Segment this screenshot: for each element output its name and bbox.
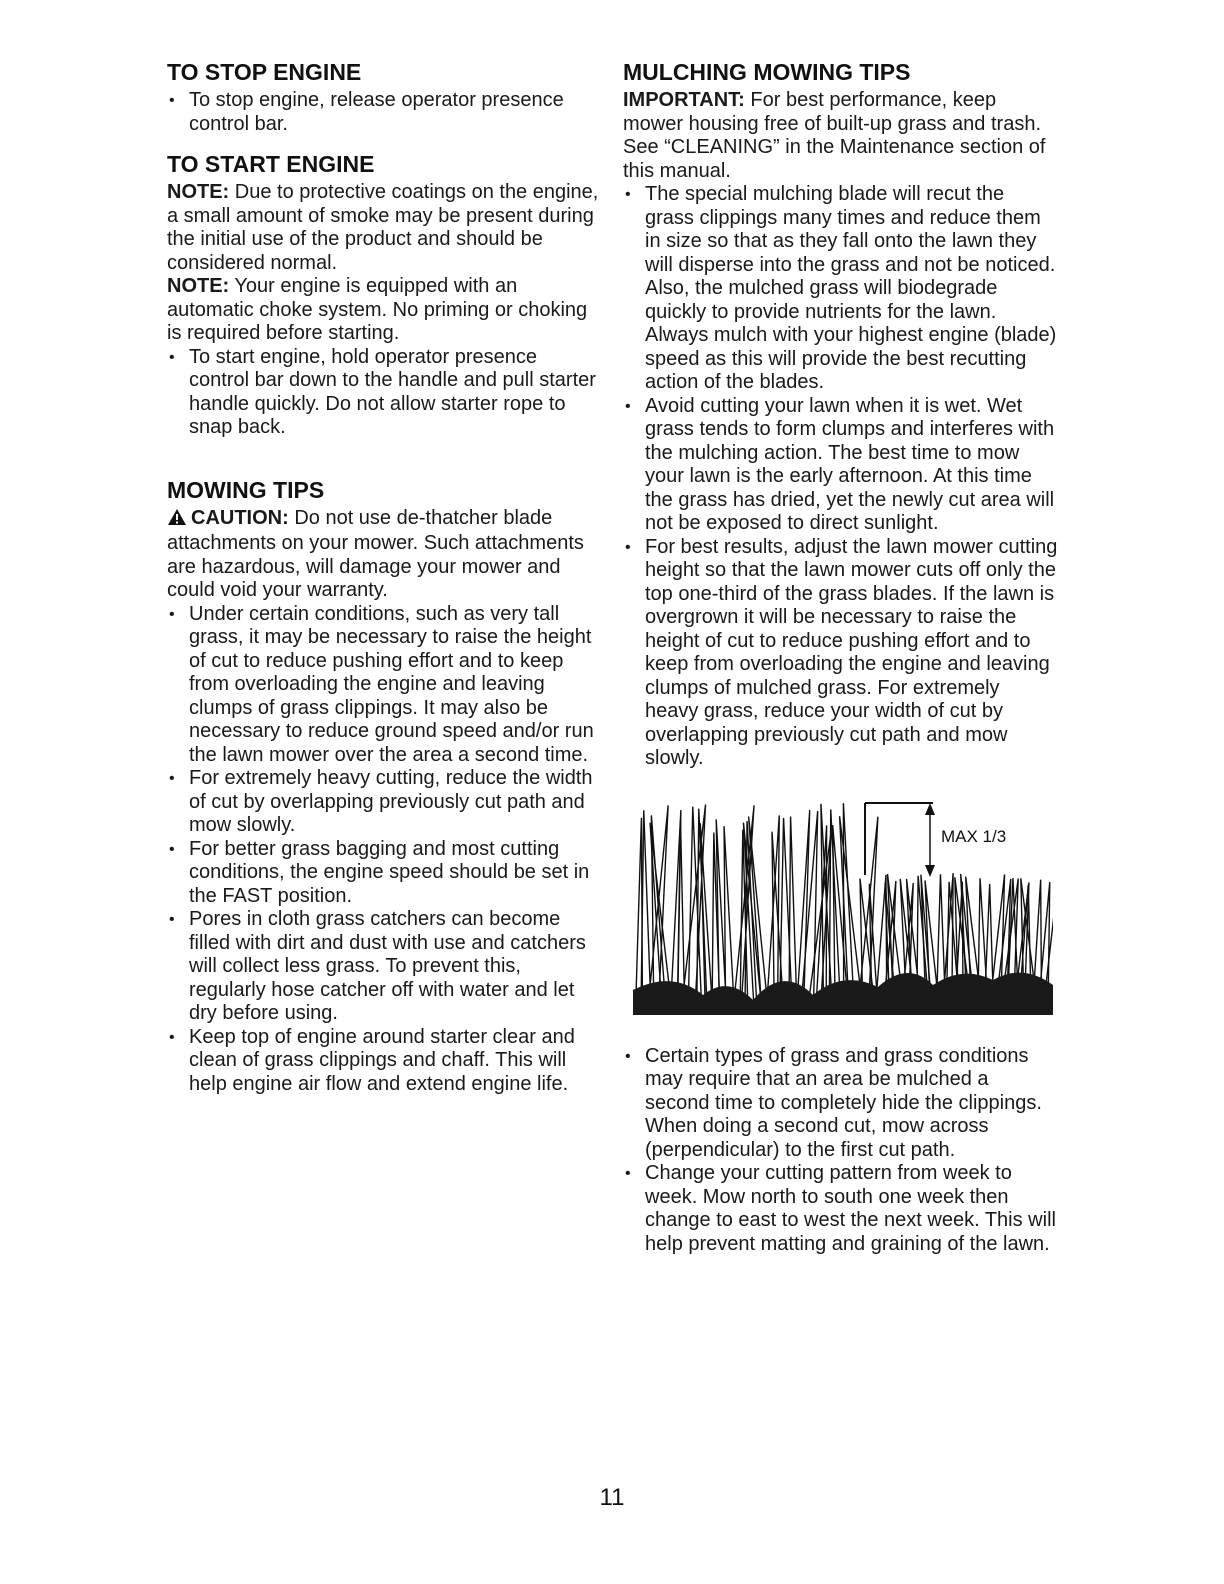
- left-column: [167, 58, 599, 1096]
- important-text: For best performance, keep mower housing free of built-up grass and trash. See “CLEANING” in the Maintenance section of this manual.: [623, 89, 1046, 182]
- list-item: • To stop engine, release operator presence control bar.: [167, 89, 599, 136]
- grass-blade: [843, 803, 854, 1010]
- important-label: IMPORTANT:: [623, 89, 745, 111]
- note-text: Your engine is equipped with an automatic choke system. No priming or choking is required before starting.: [167, 275, 588, 344]
- caution-text: Do not use de-thatcher blade attachments on your mower. Such attachments are hazardous, will damage your mower and could void your warranty.: [167, 506, 584, 601]
- caution-label: CAUTION:: [191, 506, 289, 529]
- grass-cut-height-illustration: [633, 795, 1053, 1015]
- grass-illustration-svg: [633, 795, 1053, 1015]
- list-item: • Change your cutting pattern from week to week. Mow north to south one week then change to east to west the next week. This will help prevent matting and graining of the lawn.: [623, 1162, 1058, 1256]
- warning-triangle-icon: [167, 508, 187, 533]
- list-item: • For extremely heavy cutting, reduce the width of cut by overlapping previously cut path and mow slowly.: [167, 767, 599, 838]
- max-cut-label: MAX 1/3: [941, 826, 1007, 846]
- mulching-tips-section: [623, 58, 1058, 1256]
- page-number: 11: [599, 1484, 625, 1511]
- start-engine-section: [167, 150, 599, 440]
- right-column: [623, 58, 1058, 1256]
- tall-grass-blades: [636, 803, 878, 1010]
- mulching-tips-list-continued: [623, 1045, 1058, 1257]
- mowing-tips-list: [167, 603, 599, 1097]
- stop-engine-list: [167, 89, 599, 136]
- list-item: • Under certain conditions, such as very tall grass, it may be necessary to raise the height of cut to reduce pushing effort and to keep from overloading the engine and leaving clumps of grass clippings. It may also be necessary to reduce ground speed and/or run the lawn mower over the area a second time.: [167, 603, 599, 768]
- note-text: Due to protective coatings on the engine, a small amount of smoke may be present during the initial use of the product and should be considered normal.: [167, 181, 599, 274]
- start-engine-list: [167, 346, 599, 440]
- note-label: NOTE:: [167, 275, 230, 297]
- stop-engine-heading: TO STOP ENGINE: [167, 59, 362, 85]
- list-item: • For best results, adjust the lawn mower cutting height so that the lawn mower cuts off only the top one-third of the grass blades. If the lawn is overgrown it will be necessary to raise the height of cut to reduce pushing effort and to keep from overloading the engine and leaving clumps of mulched grass. For extremely heavy grass, reduce your width of cut by overlapping previously cut path and mow slowly.: [623, 536, 1058, 771]
- list-item: • Certain types of grass and grass conditions may require that an area be mulched a second time to completely hide the clippings. When doing a second cut, mow across (perpendicular) to the first cut path.: [623, 1045, 1058, 1163]
- important-paragraph: [623, 89, 1058, 183]
- mulching-tips-heading: MULCHING MOWING TIPS: [623, 59, 911, 85]
- arrow-down-icon: [925, 865, 935, 877]
- list-item: • Avoid cutting your lawn when it is wet. Wet grass tends to form clumps and interferes with the mulching action. The best time to mow your lawn is the early afternoon. At this time the grass has dried, yet the newly cut area will not be exposed to direct sunlight.: [623, 395, 1058, 536]
- list-item: • The special mulching blade will recut the grass clippings many times and reduce them in size so that as they fall onto the lawn they will disperse into the grass and not be noticed. Also, the mulched grass will biodegrade quickly to provide nutrients for the lawn. Always mulch with your highest engine (blade) speed as this will provide the best recutting action of the blades.: [623, 183, 1058, 395]
- list-item: • To start engine, hold operator presence control bar down to the handle and pull starter handle quickly. Do not allow starter rope to snap back.: [167, 346, 599, 440]
- list-item: • For better grass bagging and most cutting conditions, the engine speed should be set in the FAST position.: [167, 838, 599, 909]
- note-label: NOTE:: [167, 181, 230, 203]
- list-item: • Keep top of engine around starter clear and clean of grass clippings and chaff. This will help engine air flow and extend engine life.: [167, 1026, 599, 1097]
- note-paragraph: [167, 181, 599, 275]
- arrow-up-icon: [925, 803, 935, 815]
- list-item: • Pores in cloth grass catchers can become filled with dirt and dust with use and catchers will collect less grass. To prevent this, regularly hose catcher off with water and let dry before using.: [167, 908, 599, 1026]
- mulching-tips-list: [623, 183, 1058, 771]
- stop-engine-section: [167, 58, 599, 136]
- grass-blade: [724, 826, 734, 1010]
- grass-blade: [789, 816, 797, 1009]
- start-engine-heading: TO START ENGINE: [167, 151, 375, 177]
- mowing-tips-section: [167, 476, 599, 1097]
- caution-paragraph: [167, 507, 599, 603]
- mowing-tips-heading: MOWING TIPS: [167, 476, 325, 503]
- note-paragraph: [167, 275, 599, 346]
